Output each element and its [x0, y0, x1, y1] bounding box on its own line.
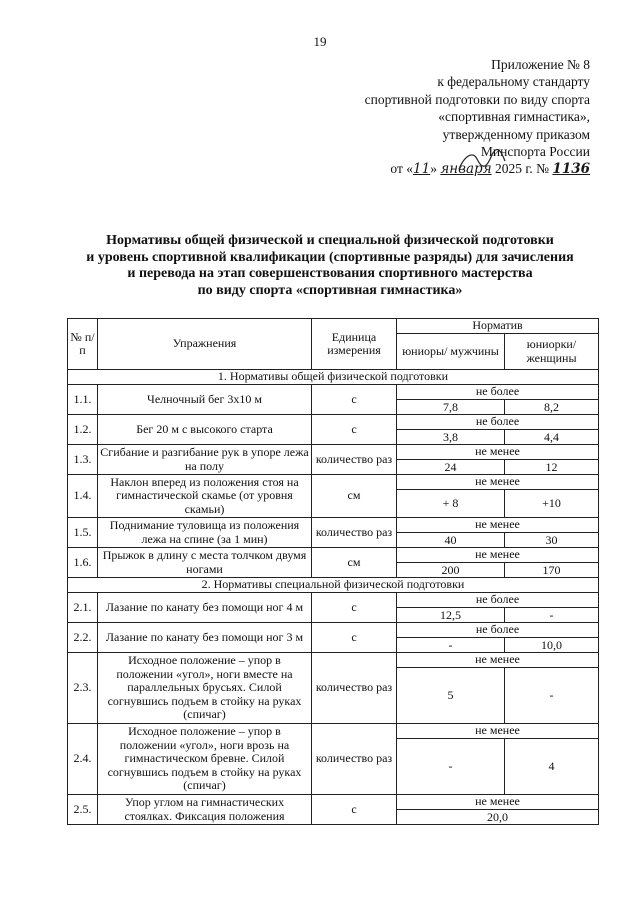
value-female: +10 — [505, 490, 599, 518]
value-female: 10,0 — [505, 638, 599, 653]
date-prefix: от « — [390, 161, 413, 177]
row-num: 1.1. — [68, 385, 98, 415]
title-line: и перевода на этап совершенствования спортивного мастерства — [127, 266, 533, 282]
row-num: 2.4. — [68, 724, 98, 795]
row-condition: не менее — [397, 475, 599, 490]
table-row — [68, 724, 599, 739]
row-condition: не менее — [397, 724, 599, 739]
row-condition: не более — [397, 415, 599, 430]
row-exercise: Лазание по канату без помощи ног 4 м — [98, 593, 312, 623]
row-num: 1.5. — [68, 518, 98, 548]
appendix-line: утвержденному приказом — [442, 126, 590, 142]
value-male: 200 — [397, 563, 505, 578]
row-unit: количество раз — [312, 518, 397, 548]
row-condition: не менее — [397, 518, 599, 533]
row-exercise: Прыжок в длину с места толчком двумя ногами — [98, 548, 312, 578]
title-line: и уровень спортивной квалификации (спортивные разряды) для зачисления — [86, 249, 574, 265]
row-condition: не менее — [397, 653, 599, 668]
table-row — [68, 415, 599, 430]
row-exercise: Исходное положение – упор в положении «угол», ноги вместе на параллельных брусьях. Силой согнувшись подъем в стойку на руках (спичаг) — [98, 653, 312, 724]
header-unit: Единица измерения — [312, 319, 397, 370]
row-condition: не менее — [397, 795, 599, 810]
row-unit: количество раз — [312, 445, 397, 475]
value-male: + 8 — [397, 490, 505, 518]
appendix-line: к федеральному стандарту — [437, 74, 590, 90]
value-male: 5 — [397, 668, 505, 724]
table-row — [68, 623, 599, 638]
row-num: 1.4. — [68, 475, 98, 518]
section-row — [68, 370, 599, 385]
row-unit: с — [312, 415, 397, 445]
page-number: 19 — [313, 34, 327, 49]
row-unit: количество раз — [312, 653, 397, 724]
appendix-title: Приложение № 8 — [491, 57, 590, 72]
value-male: 3,8 — [397, 430, 505, 445]
row-num: 1.2. — [68, 415, 98, 445]
norms-table — [67, 318, 599, 825]
value-both: 20,0 — [397, 810, 599, 825]
header-norm: Норматив — [397, 319, 599, 334]
title-line: по виду спорта «спортивная гимнастика» — [197, 282, 463, 298]
table-row — [68, 518, 599, 533]
row-exercise: Поднимание туловища из положения лежа на спине (за 1 мин) — [98, 518, 312, 548]
row-exercise: Сгибание и разгибание рук в упоре лежа на полу — [98, 445, 312, 475]
order-number: 1136 — [552, 161, 590, 178]
row-exercise: Упор углом на гимнастических стоялках. Фиксация положения — [98, 795, 312, 825]
row-condition: не менее — [397, 445, 599, 460]
row-unit: см — [312, 548, 397, 578]
value-male: 24 — [397, 460, 505, 475]
value-female: 170 — [505, 563, 599, 578]
signature-mark — [455, 147, 509, 177]
row-exercise: Бег 20 м с высокого старта — [98, 415, 312, 445]
date-day: 11 — [413, 161, 431, 178]
row-exercise: Лазание по канату без помощи ног 3 м — [98, 623, 312, 653]
value-male: 40 — [397, 533, 505, 548]
header-juniors-m: юниоры/ мужчины — [397, 334, 505, 370]
date-month: января — [440, 161, 492, 178]
header-row — [68, 319, 599, 334]
value-female: - — [505, 608, 599, 623]
section-row — [68, 578, 599, 593]
value-female: 30 — [505, 533, 599, 548]
value-male: 7,8 — [397, 400, 505, 415]
header-num: № п/п — [68, 319, 98, 370]
row-num: 2.1. — [68, 593, 98, 623]
row-unit: с — [312, 593, 397, 623]
value-female: 12 — [505, 460, 599, 475]
row-condition: не более — [397, 385, 599, 400]
value-female: 4,4 — [505, 430, 599, 445]
row-exercise: Челночный бег 3х10 м — [98, 385, 312, 415]
document-title — [40, 233, 620, 299]
table-row — [68, 475, 599, 490]
row-unit: количество раз — [312, 724, 397, 795]
appendix-line: «спортивная гимнастика», — [438, 109, 590, 125]
value-female: 8,2 — [505, 400, 599, 415]
value-female: - — [505, 668, 599, 724]
row-num: 1.6. — [68, 548, 98, 578]
header-juniors-f: юниорки/ женщины — [505, 334, 599, 370]
row-unit: с — [312, 795, 397, 825]
row-condition: не менее — [397, 548, 599, 563]
section-title: 1. Нормативы общей физической подготовки — [68, 370, 599, 385]
row-unit: с — [312, 623, 397, 653]
table-row — [68, 385, 599, 400]
section-title: 2. Нормативы специальной физической подготовки — [68, 578, 599, 593]
table-row — [68, 653, 599, 668]
table-row — [68, 445, 599, 460]
title-line: Нормативы общей физической и специальной физической подготовки — [106, 233, 554, 248]
header-exercise: Упражнения — [98, 319, 312, 370]
row-unit: см — [312, 475, 397, 518]
date-sep: » — [430, 161, 437, 177]
row-num: 2.5. — [68, 795, 98, 825]
value-female: 4 — [505, 739, 599, 795]
appendix-line: спортивной подготовки по виду спорта — [364, 91, 590, 107]
table-row — [68, 548, 599, 563]
row-exercise: Исходное положение – упор в положении «угол», ноги врозь на гимнастическом бревне. Силой согнувшись подъем в стойку на руках (спичаг) — [98, 724, 312, 795]
table-row — [68, 795, 599, 810]
row-condition: не более — [397, 623, 599, 638]
row-num: 2.3. — [68, 653, 98, 724]
row-unit: с — [312, 385, 397, 415]
row-num: 1.3. — [68, 445, 98, 475]
date-year: 2025 г. № — [495, 161, 550, 177]
value-male: - — [397, 638, 505, 653]
row-num: 2.2. — [68, 623, 98, 653]
value-male: 12,5 — [397, 608, 505, 623]
row-exercise: Наклон вперед из положения стоя на гимнастической скамье (от уровня скамьи) — [98, 475, 312, 518]
row-condition: не более — [397, 593, 599, 608]
value-male: - — [397, 739, 505, 795]
table-row — [68, 593, 599, 608]
appendix-line: Минспорта России — [480, 144, 590, 160]
